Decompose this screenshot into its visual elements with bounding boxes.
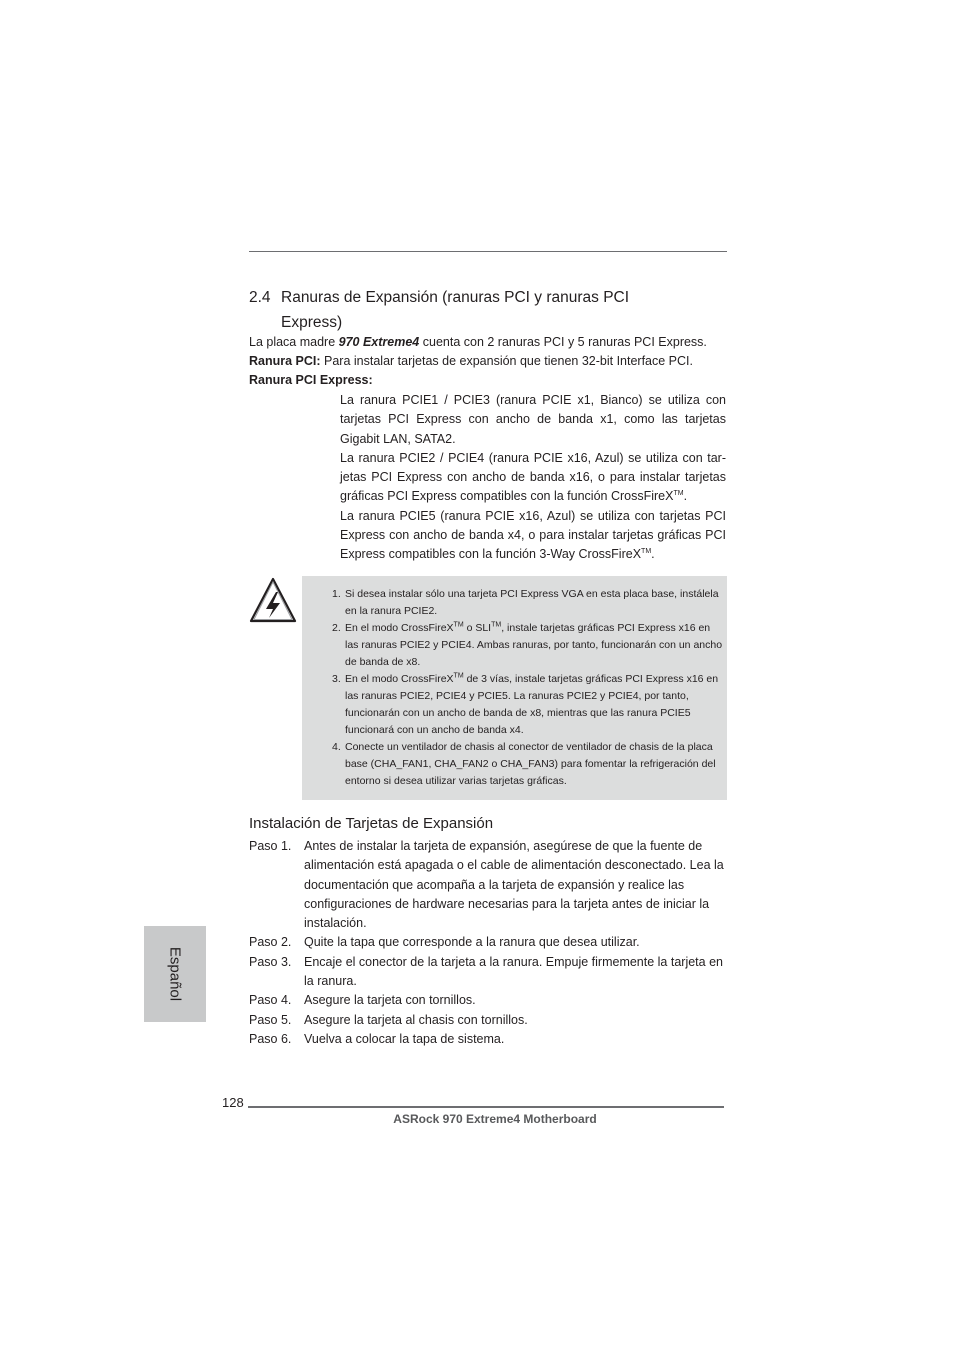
- note-text: , instale tarjetas gráficas PCI Express x16 en las ranuras PCIE2 y PCIE4. Ambas ranuras, por tanto, funcionarán con un ancho de banda de x8.: [345, 622, 723, 668]
- step-text: Asegure la tarjeta al chasis con tornillos.: [304, 1012, 528, 1027]
- step-item: [249, 1030, 727, 1049]
- pcie-paragraph-1: La ranura PCIE1 / PCIE3 (ranura PCIE x1, Bianco) se utiliza con tarjetas PCI Express con ancho de banda x1, como las tarjetas Gigabit LAN, SATA2.: [340, 393, 726, 446]
- section-title-line2: Express): [281, 314, 343, 331]
- pcie-p2-end: .: [683, 489, 688, 504]
- step-label: Paso 3.: [249, 954, 292, 969]
- note-item: [332, 671, 726, 739]
- pcie-slot-heading: [249, 371, 373, 390]
- pcie-p2-text: La ranura PCIE2 / PCIE4 (ranura PCIE x16, Azul) se utiliza con tar-jetas PCI Express con ancho de banda x16, o para instalar tarjetas gráficas PCI Express compatibles con la función CrossFireX: [340, 450, 726, 504]
- pci-slot-paragraph: [249, 352, 693, 371]
- intro-paragraph: [249, 333, 707, 352]
- step-text: Quite la tapa que corresponde a la ranura que desea utilizar.: [304, 935, 640, 950]
- language-tab-label: Español: [166, 946, 184, 1002]
- note-text: Conecte un ventilador de chasis al conector de ventilador de chasis de la placa base (CHA_FAN1, CHA_FAN2 o CHA_FAN3) para fomentar la refrigeración del entorno si desea utilizar varias tarjetas gráficas.: [345, 741, 716, 787]
- step-text: Vuelva a colocar la tapa de sistema.: [304, 1031, 505, 1046]
- step-text: Encaje el conector de la tarjeta a la ranura. Empuje firmemente la tarjeta en la ranura.: [304, 954, 723, 989]
- pcie-paragraph-3: [340, 507, 726, 565]
- step-label: Paso 4.: [249, 993, 292, 1008]
- pcie-description: [340, 391, 726, 565]
- note-item: [332, 620, 726, 671]
- note-text: Si desea instalar sólo una tarjeta PCI Express VGA en esta placa base, instálela en la ranura PCIE2.: [345, 588, 719, 617]
- step-text: Asegure la tarjeta con tornillos.: [304, 993, 476, 1008]
- step-item: [249, 1011, 727, 1030]
- step-item: [249, 953, 727, 992]
- section-title-line1: Ranuras de Expansión (ranuras PCI y ranuras PCI: [281, 289, 630, 306]
- pcie-paragraph-2: [340, 449, 726, 507]
- trademark: TM: [453, 672, 464, 680]
- note-item: [332, 586, 726, 620]
- footer-text: ASRock 970 Extreme4 Motherboard: [393, 1112, 597, 1126]
- note-number: 2.: [332, 622, 341, 634]
- note-text: de 3 vías, instale tarjetas gráficas PCI Express x16 en las ranuras PCIE2, PCIE4 y PCIE5. La ranuras PCIE2 y PCIE4, por tanto, funcionarán con un ancho de banda de x8, mientras que las ranura PCIE5 funcionará con un ancho de banda x4.: [345, 673, 719, 736]
- step-label: Paso 2.: [249, 935, 292, 950]
- note-text: o SLI: [463, 622, 492, 634]
- trademark: TM: [491, 621, 502, 629]
- step-item: [249, 991, 727, 1010]
- lightning-warning-icon: [249, 576, 297, 624]
- step-text: Antes de instalar la tarjeta de expansión, asegúrese de que la fuente de alimentación está apagada o el cable de alimentación desconectado. Lea la documentación que acompaña a la tarjeta de expansión y realice las configuraciones de hardware necesarias para la tarjeta antes de iniciar la instalación.: [304, 839, 724, 931]
- step-label: Paso 1.: [249, 839, 292, 853]
- page-number: 128: [222, 1095, 244, 1110]
- notes-list: [332, 586, 726, 790]
- intro-post: cuenta con 2 ranuras PCI y 5 ranuras PCI Express.: [419, 335, 707, 349]
- step-item: [249, 837, 727, 933]
- install-steps: [249, 837, 727, 1049]
- install-heading: Instalación de Tarjetas de Expansión: [249, 815, 494, 832]
- section-title: [249, 285, 629, 335]
- notes-box: [302, 576, 727, 800]
- step-item: [249, 933, 727, 952]
- note-item: [332, 739, 726, 790]
- note-number: 3.: [332, 673, 341, 685]
- note-text: En el modo CrossFireX: [345, 673, 454, 685]
- note-number: 4.: [332, 741, 341, 753]
- pci-slot-text: Para instalar tarjetas de expansión que tienen 32-bit Interface PCI.: [320, 354, 693, 368]
- trademark: TM: [641, 548, 652, 556]
- language-tab: [144, 926, 206, 1022]
- footer-rule: [248, 1106, 724, 1108]
- trademark: TM: [453, 621, 464, 629]
- note-number: 1.: [332, 588, 341, 600]
- intro-pre: La placa madre: [249, 335, 339, 349]
- step-label: Paso 6.: [249, 1031, 292, 1046]
- note-text: En el modo CrossFireX: [345, 622, 454, 634]
- model-name: 970 Extreme4: [338, 335, 420, 349]
- pcie-p3-end: .: [651, 547, 655, 562]
- top-rule: [249, 251, 727, 252]
- trademark: TM: [673, 490, 684, 498]
- pcie-slot-label: Ranura PCI Express:: [249, 373, 373, 387]
- pci-slot-label: Ranura PCI:: [249, 354, 321, 368]
- section-number: 2.4: [249, 289, 271, 306]
- step-label: Paso 5.: [249, 1012, 292, 1027]
- pcie-p3-text: La ranura PCIE5 (ranura PCIE x16, Azul) se utiliza con tarjetas PCI Express con ancho de banda x4, o para instalar tarjetas gráficas PCI Express compatibles con la función 3-Way CrossFireX: [340, 508, 726, 562]
